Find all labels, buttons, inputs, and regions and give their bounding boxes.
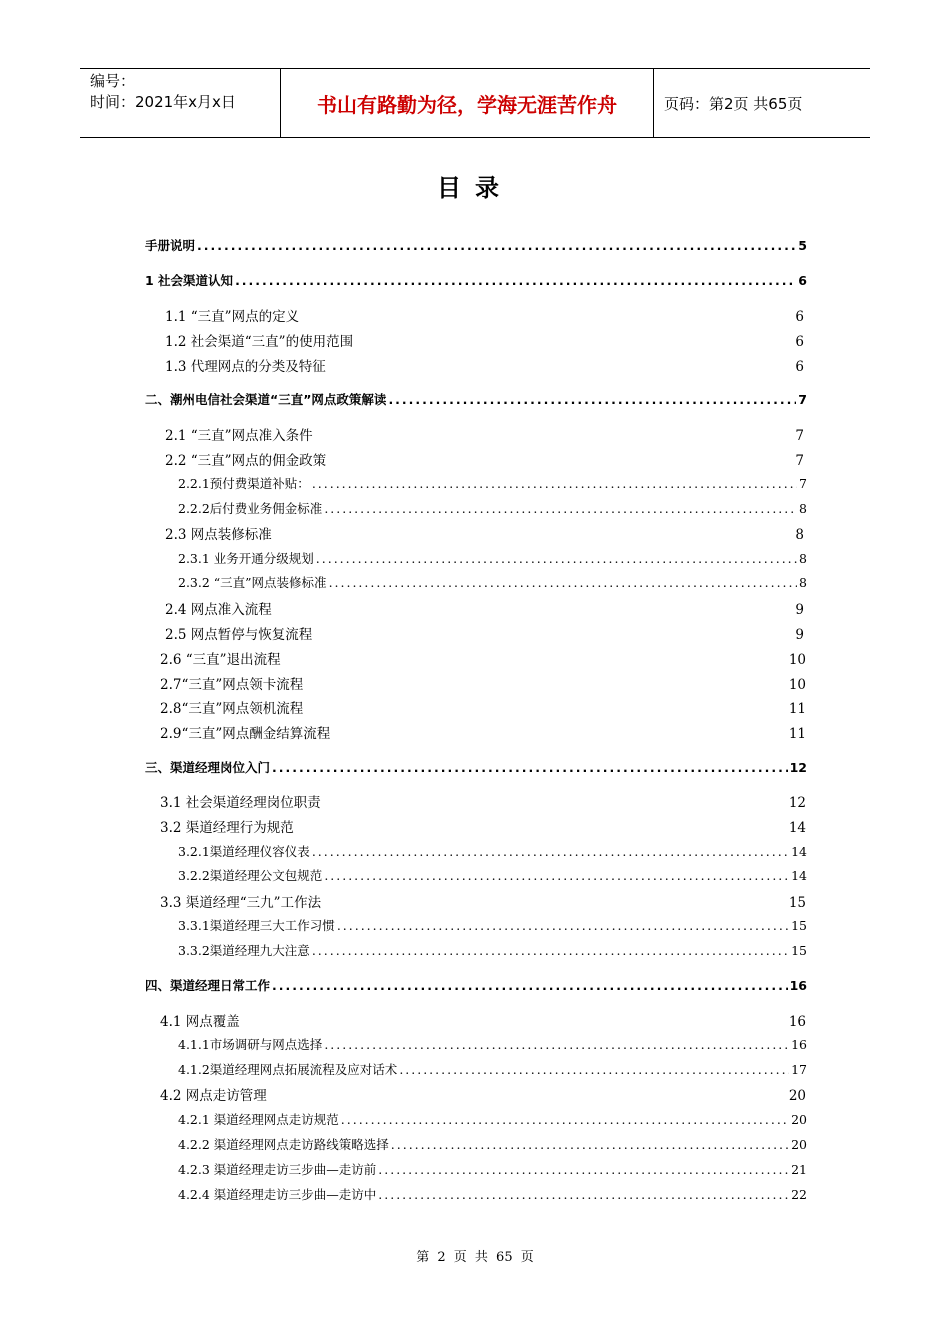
toc-leader-dots xyxy=(329,575,797,590)
toc-entry-page: 15 xyxy=(791,918,807,933)
toc-entry-label: 四、渠道经理日常工作 xyxy=(145,978,271,993)
toc-entry[interactable] xyxy=(178,916,807,934)
toc-entry-page: 15 xyxy=(788,895,806,911)
page-footer: 第 2 页 共 65 页 xyxy=(416,1250,534,1265)
toc-entry-page: 11 xyxy=(788,701,806,717)
toc-entry[interactable] xyxy=(178,941,807,959)
toc-entry[interactable] xyxy=(145,390,807,408)
toc-leader-dots xyxy=(378,1162,789,1177)
toc-leader-dots xyxy=(337,918,789,933)
toc-leader-dots xyxy=(272,978,788,993)
toc-entry-page: 20 xyxy=(791,1137,807,1152)
toc-entry-label: 2.1 “三直”网点准入条件 xyxy=(165,428,313,444)
toc-entry-page: 6 xyxy=(795,334,804,350)
toc-leader-dots xyxy=(391,1137,789,1152)
toc-entry-label: 4.2.2 渠道经理网点走访路线策略选择 xyxy=(178,1137,389,1152)
toc-entry[interactable] xyxy=(160,816,806,836)
toc-entry-page: 8 xyxy=(795,527,804,543)
toc-entry-label: 1.1 “三直”网点的定义 xyxy=(165,309,300,325)
toc-entry-page: 16 xyxy=(788,1014,806,1030)
toc-entry-label: 2.3.2 “三直”网点装修标准 xyxy=(178,575,327,590)
toc-entry-page: 8 xyxy=(799,551,807,566)
toc-entry[interactable] xyxy=(160,791,806,811)
toc-entry-page: 9 xyxy=(795,602,804,618)
toc-entry-label: 4.2.1 渠道经理网点走访规范 xyxy=(178,1112,339,1127)
toc-entry[interactable] xyxy=(165,623,804,643)
toc-entry-label: 1.2 社会渠道“三直”的使用范围 xyxy=(165,334,354,350)
header-date: 时间：2021年x月x日 xyxy=(90,93,236,111)
toc-leader-dots xyxy=(399,1062,789,1077)
toc-entry-page: 7 xyxy=(799,476,807,491)
toc-entry[interactable] xyxy=(178,1060,807,1078)
toc-entry[interactable] xyxy=(160,697,806,717)
toc-entry-page: 8 xyxy=(799,575,807,590)
toc-leader-dots xyxy=(388,392,796,407)
toc-entry-page: 12 xyxy=(789,760,807,775)
toc-entry[interactable] xyxy=(160,1084,806,1104)
toc-entry-label: 三、渠道经理岗位入门 xyxy=(145,760,271,775)
toc-entry-page: 20 xyxy=(791,1112,807,1127)
toc-entry-label: 2.4 网点准入流程 xyxy=(165,602,272,618)
toc-entry-page: 9 xyxy=(795,627,804,643)
toc-entry[interactable] xyxy=(178,1135,807,1153)
toc-entry-page: 7 xyxy=(795,453,804,469)
toc-entry[interactable] xyxy=(160,722,806,742)
toc-entry-page: 20 xyxy=(788,1088,806,1104)
toc-entry-page: 12 xyxy=(788,795,806,811)
toc-entry-label: 3.3.2渠道经理九大注意 xyxy=(178,943,310,958)
toc-entry[interactable] xyxy=(178,1035,807,1053)
header-page-info: 页码：第2页 共65页 xyxy=(664,94,803,113)
toc-entry-label: 2.2.2后付费业务佣金标准 xyxy=(178,501,323,516)
toc-entry-label: 4.2 网点走访管理 xyxy=(160,1088,267,1104)
toc-entry-label: 4.2.3 渠道经理走访三步曲—走访前 xyxy=(178,1162,377,1177)
toc-entry-page: 10 xyxy=(788,652,806,668)
toc-leader-dots xyxy=(324,501,797,516)
toc-entry[interactable] xyxy=(178,1160,807,1178)
toc-entry-label: 1 社会渠道认知 xyxy=(145,273,234,288)
toc-leader-dots xyxy=(316,551,797,566)
toc-entry-page: 21 xyxy=(791,1162,807,1177)
toc-entry[interactable] xyxy=(178,474,807,492)
toc-entry-label: 3.2.1渠道经理仪容仪表 xyxy=(178,844,310,859)
toc-entry-label: 1.3 代理网点的分类及特征 xyxy=(165,359,326,375)
toc-entry[interactable] xyxy=(178,842,807,860)
toc-entry-page: 15 xyxy=(791,943,807,958)
toc-entry[interactable] xyxy=(165,424,804,444)
toc-entry[interactable] xyxy=(178,1185,807,1203)
toc-entry-page: 6 xyxy=(795,309,804,325)
toc-entry-page: 14 xyxy=(791,844,807,859)
toc-entry-page: 5 xyxy=(798,238,807,253)
toc-entry[interactable] xyxy=(165,449,804,469)
toc-entry[interactable] xyxy=(145,236,807,254)
toc-entry[interactable] xyxy=(178,573,807,591)
toc-leader-dots xyxy=(312,943,789,958)
toc-leader-dots xyxy=(235,273,796,288)
toc-entry[interactable] xyxy=(145,976,807,994)
toc-entry-label: 2.6 “三直”退出流程 xyxy=(160,652,281,668)
toc-entry-label: 4.1 网点覆盖 xyxy=(160,1014,240,1030)
toc-entry-page: 6 xyxy=(798,273,807,288)
toc-leader-dots xyxy=(324,868,789,883)
toc-entry-label: 2.2 “三直”网点的佣金政策 xyxy=(165,453,327,469)
toc-leader-dots xyxy=(197,238,796,253)
toc-title: 目录 xyxy=(437,174,513,202)
toc-leader-dots xyxy=(312,476,797,491)
toc-entry[interactable] xyxy=(145,271,807,289)
toc-entry[interactable] xyxy=(145,758,807,776)
toc-leader-dots xyxy=(324,1037,789,1052)
toc-entry[interactable] xyxy=(165,355,804,375)
toc-entry-page: 14 xyxy=(788,820,806,836)
toc-entry-label: 3.1 社会渠道经理岗位职责 xyxy=(160,795,321,811)
toc-entry-label: 二、潮州电信社会渠道“三直”网点政策解读 xyxy=(145,392,387,407)
toc-entry-page: 6 xyxy=(795,359,804,375)
toc-entry-page: 16 xyxy=(789,978,807,993)
toc-entry-page: 7 xyxy=(795,428,804,444)
toc-leader-dots xyxy=(378,1187,789,1202)
toc-leader-dots xyxy=(341,1112,789,1127)
toc-entry-label: 4.1.1市场调研与网点选择 xyxy=(178,1037,323,1052)
toc-entry[interactable] xyxy=(178,549,807,567)
toc-entry[interactable] xyxy=(178,1110,807,1128)
toc-entry-label: 3.3.1渠道经理三大工作习惯 xyxy=(178,918,335,933)
toc-entry-label: 手册说明 xyxy=(145,238,196,253)
toc-entry-page: 10 xyxy=(788,677,806,693)
toc-entry-label: 4.2.4 渠道经理走访三步曲—走访中 xyxy=(178,1187,377,1202)
toc-entry-page: 14 xyxy=(791,868,807,883)
toc-entry[interactable] xyxy=(165,598,804,618)
toc-entry-page: 16 xyxy=(791,1037,807,1052)
toc-entry[interactable] xyxy=(160,648,806,668)
toc-entry-label: 3.3 渠道经理“三九”工作法 xyxy=(160,895,322,911)
toc-entry[interactable] xyxy=(178,499,807,517)
toc-entry-page: 22 xyxy=(791,1187,807,1202)
toc-entry[interactable] xyxy=(160,673,806,693)
toc-entry-label: 2.8“三直”网点领机流程 xyxy=(160,701,304,717)
toc-entry-label: 2.3 网点装修标准 xyxy=(165,527,272,543)
toc-entry-label: 2.5 网点暂停与恢复流程 xyxy=(165,627,313,643)
toc-leader-dots xyxy=(272,760,788,775)
header-number: 编号： xyxy=(90,72,136,90)
toc-entry[interactable] xyxy=(160,891,806,911)
toc-entry-label: 4.1.2渠道经理网点拓展流程及应对话术 xyxy=(178,1062,398,1077)
toc-entry-page: 17 xyxy=(791,1062,807,1077)
header-motto: 书山有路勤为径，学海无涯苦作舟 xyxy=(281,69,654,137)
toc-entry[interactable] xyxy=(165,305,804,325)
toc-leader-dots xyxy=(312,844,789,859)
toc-entry[interactable] xyxy=(160,1010,806,1030)
toc-entry-page: 8 xyxy=(799,501,807,516)
toc-entry-label: 2.3.1 业务开通分级规划 xyxy=(178,551,314,566)
toc-entry-label: 3.2.2渠道经理公文包规范 xyxy=(178,868,323,883)
toc-entry-page: 7 xyxy=(798,392,807,407)
toc-entry-label: 2.2.1预付费渠道补贴： xyxy=(178,476,310,491)
toc-entry-page: 11 xyxy=(788,726,806,742)
toc-entry[interactable] xyxy=(165,330,804,350)
toc-entry-label: 3.2 渠道经理行为规范 xyxy=(160,820,294,836)
toc-entry[interactable] xyxy=(165,523,804,543)
toc-entry-label: 2.7“三直”网点领卡流程 xyxy=(160,677,304,693)
toc-entry-label: 2.9“三直”网点酬金结算流程 xyxy=(160,726,331,742)
toc-entry[interactable] xyxy=(178,866,807,884)
